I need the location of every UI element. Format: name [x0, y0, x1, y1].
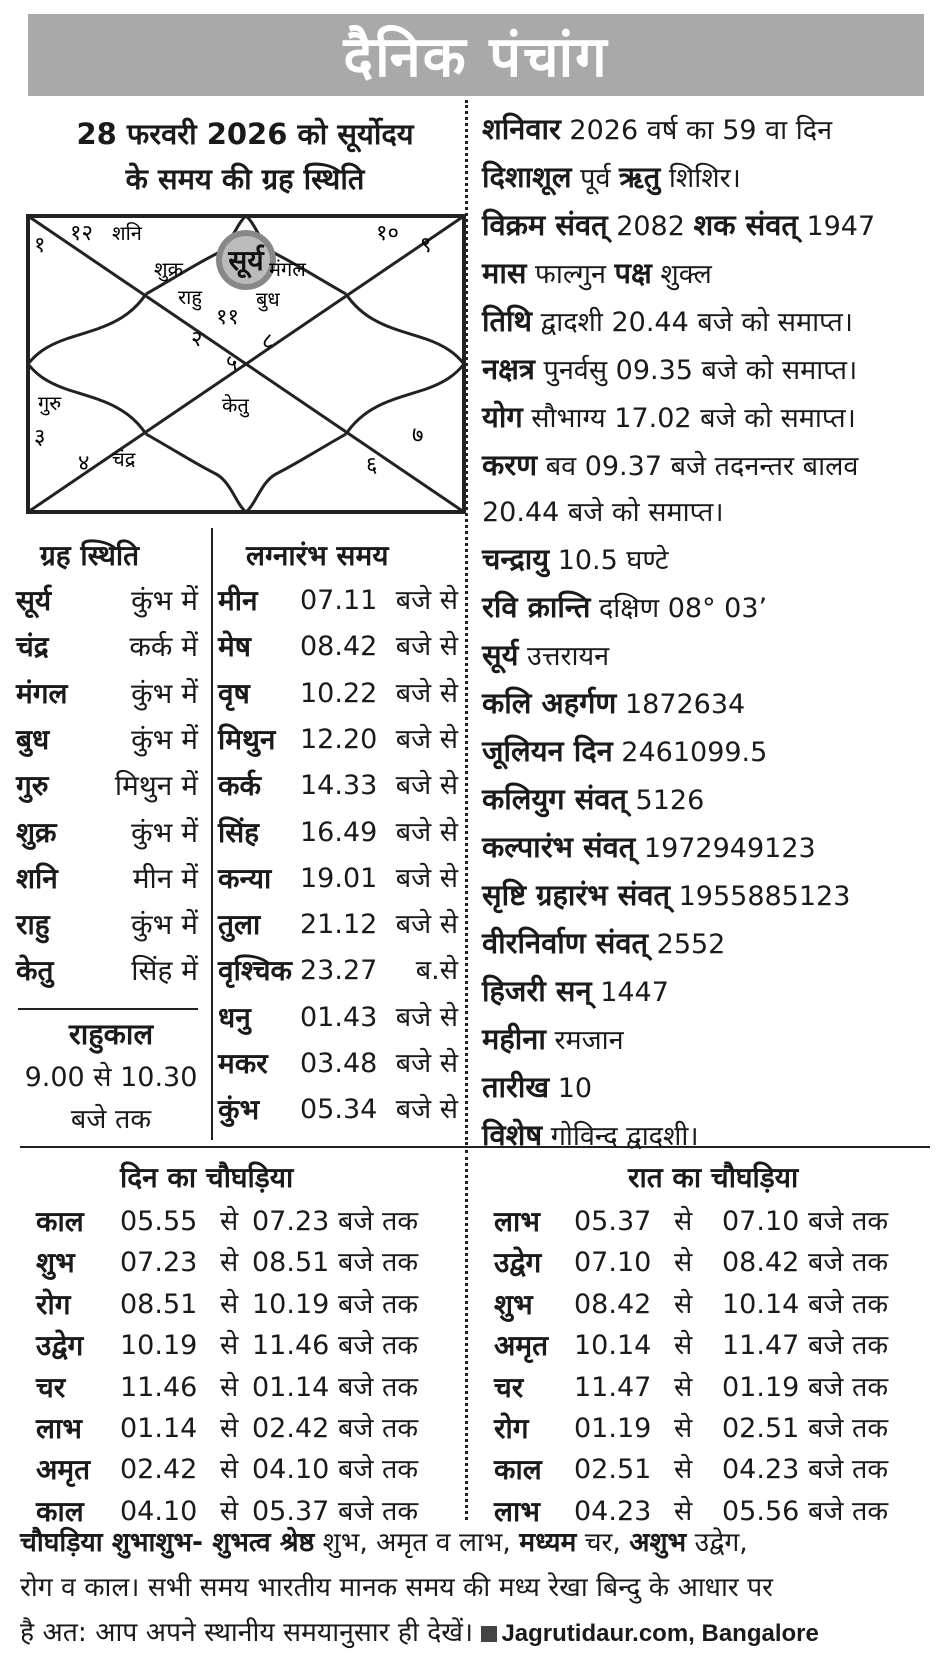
- grah-lagna-divider: [211, 528, 213, 1140]
- choghadiya-se: से: [220, 1330, 239, 1362]
- footer-line-2: रोग व काल। सभी समय भारतीय मानक समय की मध्य रेखा बिन्दु के आधार पर: [20, 1572, 773, 1603]
- grah-name: सूर्य: [16, 584, 52, 617]
- lagna-row: [218, 1087, 468, 1133]
- kundali-house-9: ९: [420, 233, 432, 258]
- kundali-house-6: ६: [366, 453, 378, 478]
- choghadiya-tak: बजे तक: [338, 1288, 419, 1320]
- kundali-planet-shukra: शुक्र: [154, 257, 183, 281]
- kundali-planet-rahu: राहु: [178, 285, 202, 309]
- lagna-suffix: बजे से: [395, 1094, 458, 1126]
- lagna-suffix: ब.से: [415, 955, 458, 987]
- lagna-suffix: बजे से: [395, 909, 458, 941]
- choghadiya-name: काल: [36, 1205, 84, 1238]
- grah-rashi: कर्क में: [129, 630, 198, 664]
- grah-rashi: कुंभ में: [131, 908, 198, 942]
- info-row: [482, 536, 937, 584]
- lagna-time: 19.01: [300, 862, 378, 894]
- lagna-suffix: बजे से: [395, 770, 458, 802]
- choghadiya-name: उद्वेग: [494, 1246, 542, 1280]
- info-value: 1872634: [616, 689, 746, 720]
- choghadiya-row: [36, 1284, 456, 1325]
- info-value: 10: [549, 1073, 593, 1104]
- info-row: [482, 442, 937, 490]
- lagna-row: [218, 717, 468, 763]
- choghadiya-se: से: [674, 1247, 693, 1279]
- choghadiya-tak: बजे तक: [338, 1371, 419, 1403]
- info-value: पुनर्वसु 09.35 बजे को समाप्त।: [534, 355, 858, 386]
- info-key: कल्पारंभ संवत्: [482, 830, 636, 864]
- kundali-house-4: ४: [78, 451, 90, 476]
- kundali-house-1: १: [34, 233, 46, 258]
- info-key: विक्रम संवत्: [482, 208, 608, 242]
- lagna-time: 16.49: [300, 816, 378, 848]
- lagna-row: [218, 995, 468, 1041]
- choghadiya-start: 07.23: [120, 1247, 198, 1279]
- lagna-name: वृश्चिक: [218, 954, 293, 988]
- panchang-info: [482, 106, 937, 1160]
- choghadiya-name: शुभ: [494, 1287, 533, 1321]
- lagna-suffix: बजे से: [395, 677, 458, 709]
- choghadiya-se: से: [674, 1413, 693, 1444]
- info-row: [482, 346, 937, 394]
- grah-name: गुरु: [16, 769, 49, 803]
- grah-row: [16, 578, 198, 624]
- info-row: [482, 632, 937, 680]
- lagna-suffix: बजे से: [395, 1048, 458, 1079]
- lagna-row: [218, 902, 468, 948]
- choghadiya-start: 08.42: [574, 1288, 652, 1320]
- info-value: गोविन्द द्वादशी।: [542, 1121, 699, 1152]
- grah-rashi: कुंभ में: [131, 815, 198, 849]
- lagna-time: 14.33: [300, 770, 378, 802]
- info-value: बव 09.37 बजे तदनन्तर बालव: [537, 451, 859, 482]
- choghadiya-end: 11.46: [252, 1330, 330, 1362]
- choghadiya-tak: बजे तक: [338, 1495, 419, 1527]
- lagna-row: [218, 763, 468, 809]
- lagna-time: 07.11: [300, 585, 378, 616]
- choghadiya-end: 04.23: [722, 1454, 800, 1486]
- info-row: [482, 1112, 937, 1160]
- lagna-row: [218, 856, 468, 902]
- choghadiya-name: काल: [36, 1494, 84, 1528]
- choghadiya-name: काल: [494, 1453, 542, 1487]
- lagna-name: मकर: [218, 1047, 268, 1080]
- choghadiya-start: 10.19: [120, 1330, 198, 1362]
- choghadiya-se: से: [674, 1206, 693, 1237]
- choghadiya-end: 07.10: [722, 1206, 800, 1237]
- grah-rashi: सिंह में: [131, 954, 198, 988]
- choghadiya-row: [36, 1367, 456, 1408]
- grah-name: बुध: [16, 722, 50, 756]
- lagna-name: कन्या: [218, 861, 272, 895]
- lagna-time: 21.12: [300, 909, 378, 941]
- info-key: मास: [482, 256, 527, 290]
- grah-rashi: कुंभ में: [131, 584, 198, 617]
- choghadiya-se: से: [220, 1495, 239, 1527]
- choghadiya-start: 05.55: [120, 1206, 198, 1237]
- info-row: [482, 1064, 937, 1112]
- info-row: [482, 394, 937, 442]
- choghadiya-end: 05.37: [252, 1495, 330, 1527]
- lagna-suffix: बजे से: [395, 816, 458, 848]
- choghadiya-tak: बजे तक: [808, 1371, 889, 1403]
- choghadiya-row: [36, 1449, 456, 1490]
- grah-row: [16, 856, 198, 902]
- grah-name: चंद्र: [16, 630, 49, 664]
- grah-name: राहु: [16, 908, 50, 942]
- choghadiya-row: [36, 1242, 456, 1283]
- choghadiya-tak: बजे तक: [338, 1413, 419, 1444]
- choghadiya-name: उद्वेग: [36, 1329, 84, 1363]
- info-value: 2461099.5: [612, 737, 768, 768]
- lagna-suffix: बजे से: [395, 723, 458, 755]
- info-key: रवि क्रान्ति: [482, 590, 591, 624]
- lagna-time: 01.43: [300, 1001, 378, 1033]
- info-key: ऋतु: [619, 160, 661, 194]
- site-credit: Jagrutidaur.com, Bangalore: [501, 1620, 819, 1647]
- choghadiya-divider: [465, 1150, 468, 1520]
- info-key: कलियुग संवत्: [482, 782, 627, 816]
- info-value: 2026 वर्ष का 59 वा दिन: [560, 115, 833, 146]
- kundali-planet-shani: शनि: [112, 221, 142, 245]
- info-value: सौभाग्य 17.02 बजे को समाप्त।: [522, 403, 856, 434]
- choghadiya-se: से: [220, 1206, 239, 1237]
- footer-note: [20, 1520, 935, 1656]
- info-row: [482, 680, 937, 728]
- lagna-suffix: बजे से: [395, 1001, 458, 1033]
- choghadiya-se: से: [220, 1454, 239, 1486]
- info-value: 1955885123: [670, 881, 851, 912]
- info-value: फाल्गुन: [526, 259, 615, 290]
- kundali-planet-mangal: मंगल: [269, 257, 306, 281]
- info-key: तारीख: [482, 1070, 550, 1104]
- lagna-row: [218, 671, 468, 717]
- info-key: सृष्टि ग्रहारंभ संवत्: [482, 878, 671, 912]
- grah-name: मंगल: [16, 676, 68, 710]
- info-value: 1972949123: [635, 833, 816, 864]
- day-choghadiya-heading: दिन का चौघड़िया: [120, 1161, 294, 1194]
- info-row: [482, 106, 937, 154]
- choghadiya-row: [494, 1325, 914, 1366]
- choghadiya-tak: बजे तक: [808, 1247, 889, 1279]
- choghadiya-name: चर: [494, 1370, 524, 1404]
- info-value: शिशिर।: [660, 163, 741, 194]
- lagna-suffix: बजे से: [395, 862, 458, 894]
- footer-bold-3: अशुभ: [629, 1527, 687, 1558]
- info-row: [482, 824, 937, 872]
- choghadiya-tak: बजे तक: [338, 1247, 419, 1279]
- kundali-house-3: ३: [34, 425, 46, 450]
- grah-rashi: कुंभ में: [131, 676, 198, 710]
- choghadiya-start: 02.42: [120, 1454, 198, 1486]
- choghadiya-start: 04.10: [120, 1495, 198, 1527]
- square-bullet-icon: [481, 1626, 497, 1642]
- section-divider: [20, 1146, 930, 1148]
- choghadiya-se: से: [220, 1413, 239, 1444]
- choghadiya-tak: बजे तक: [808, 1454, 889, 1486]
- info-value: उत्तरायन: [518, 641, 610, 672]
- info-value: द्वादशी 20.44 बजे को समाप्त।: [532, 307, 854, 338]
- choghadiya-start: 05.37: [574, 1206, 652, 1237]
- choghadiya-tak: बजे तक: [808, 1495, 889, 1527]
- lagna-time: 23.27: [300, 955, 378, 987]
- choghadiya-end: 04.10: [252, 1454, 330, 1486]
- lagna-name: कुंभ: [218, 1093, 260, 1127]
- grah-row: [16, 624, 198, 670]
- lagna-time: 05.34: [300, 1094, 378, 1126]
- choghadiya-tak: बजे तक: [338, 1330, 419, 1362]
- footer-text-1: शुभ, अमृत व लाभ,: [314, 1527, 520, 1558]
- rahukaal-divider: [18, 1008, 198, 1010]
- info-value: 1447: [591, 977, 669, 1008]
- info-row: [482, 1016, 937, 1064]
- grah-row: [16, 948, 198, 994]
- choghadiya-start: 02.51: [574, 1454, 652, 1486]
- grah-row: [16, 810, 198, 856]
- choghadiya-end: 01.14: [252, 1371, 330, 1403]
- kundali-house-10: १०: [376, 221, 399, 246]
- grah-rashi: मीन में: [132, 861, 198, 895]
- choghadiya-start: 01.19: [574, 1413, 652, 1444]
- grah-heading: ग्रह स्थिति: [40, 539, 140, 572]
- choghadiya-row: [494, 1449, 914, 1490]
- choghadiya-end: 10.19: [252, 1288, 330, 1320]
- info-row: [482, 776, 937, 824]
- kundali-heading-line1: 28 फरवरी 2026 को सूर्योदय: [76, 117, 414, 151]
- kundali-planet-chandra: चंद्र: [112, 447, 136, 471]
- choghadiya-se: से: [220, 1371, 239, 1403]
- choghadiya-end: 11.47: [722, 1330, 800, 1362]
- info-value: दक्षिण 08° 03’: [590, 593, 768, 624]
- info-key: विशेष: [482, 1118, 543, 1152]
- lagna-name: मेष: [218, 630, 251, 664]
- info-row: [482, 920, 937, 968]
- choghadiya-end: 01.19: [722, 1371, 800, 1403]
- footer-bold-2: मध्यम: [519, 1527, 577, 1558]
- lagna-name: कर्क: [218, 769, 262, 803]
- choghadiya-end: 08.42: [722, 1247, 800, 1279]
- grah-name: केतु: [16, 954, 54, 988]
- info-row: [482, 490, 937, 536]
- grah-name: शुक्र: [16, 815, 57, 849]
- lagna-time: 12.20: [300, 723, 378, 755]
- choghadiya-tak: बजे तक: [808, 1288, 889, 1320]
- choghadiya-start: 04.23: [574, 1495, 652, 1527]
- choghadiya-tak: बजे तक: [338, 1206, 419, 1237]
- choghadiya-tak: बजे तक: [338, 1454, 419, 1486]
- kundali-house-12: १२: [70, 221, 93, 246]
- info-key: महीना: [482, 1022, 546, 1056]
- info-value: पूर्व: [571, 163, 620, 194]
- info-row: [482, 298, 937, 346]
- choghadiya-row: [36, 1201, 456, 1242]
- info-key: शनिवार: [482, 112, 561, 146]
- kundali-house-7: ७: [412, 423, 424, 448]
- info-key: हिजरी सन्: [482, 974, 592, 1008]
- info-row: [482, 728, 937, 776]
- info-row: [482, 584, 937, 632]
- choghadiya-name: लाभ: [494, 1205, 540, 1238]
- grah-rashi: मिथुन में: [114, 769, 198, 803]
- choghadiya-tak: बजे तक: [808, 1330, 889, 1362]
- grah-name: शनि: [16, 861, 58, 895]
- info-key: तिथि: [482, 304, 533, 338]
- kundali-heading-line2: के समय की ग्रह स्थिति: [125, 162, 365, 196]
- choghadiya-start: 11.46: [120, 1371, 198, 1403]
- grah-row: [16, 717, 198, 763]
- footer-text-3: उद्वेग,: [686, 1527, 748, 1558]
- choghadiya-row: [494, 1242, 914, 1283]
- info-key: योग: [482, 400, 523, 434]
- lagna-name: मीन: [218, 584, 258, 617]
- lagna-heading: लग्नारंभ समय: [246, 539, 389, 572]
- choghadiya-end: 02.42: [252, 1413, 330, 1444]
- kundali-house-2: २: [191, 327, 203, 352]
- choghadiya-start: 10.14: [574, 1330, 652, 1362]
- choghadiya-end: 05.56: [722, 1495, 800, 1527]
- info-value: 2082: [607, 211, 694, 242]
- info-row: [482, 968, 937, 1016]
- lagna-name: धनु: [218, 1000, 251, 1034]
- choghadiya-tak: बजे तक: [808, 1206, 889, 1237]
- info-key: दिशाशूल: [482, 160, 572, 194]
- info-row: [482, 202, 937, 250]
- choghadiya-start: 01.14: [120, 1413, 198, 1444]
- lagna-name: तुला: [218, 908, 261, 942]
- kundali-center-sun: सूर्य: [228, 244, 264, 277]
- choghadiya-name: अमृत: [494, 1329, 549, 1363]
- lagna-time: 08.42: [300, 631, 378, 663]
- info-key: कलि अहर्गण: [482, 686, 617, 720]
- choghadiya-se: से: [674, 1330, 693, 1362]
- info-key: वीरनिर्वाण संवत्: [482, 926, 649, 960]
- night-choghadiya-heading: रात का चौघड़िया: [628, 1161, 799, 1194]
- info-value: 10.5 घण्टे: [549, 545, 669, 576]
- kundali-planet-budh: बुध: [256, 287, 280, 311]
- choghadiya-row: [36, 1408, 456, 1449]
- kundali-chart: [26, 214, 466, 514]
- lagna-row: [218, 578, 468, 624]
- kundali-house-8: ८: [262, 329, 274, 354]
- grah-row: [16, 902, 198, 948]
- info-row: [482, 872, 937, 920]
- choghadiya-row: [494, 1201, 914, 1242]
- grah-row: [16, 763, 198, 809]
- choghadiya-tak: बजे तक: [808, 1413, 889, 1444]
- lagna-row: [218, 624, 468, 670]
- choghadiya-row: [494, 1408, 914, 1449]
- choghadiya-se: से: [220, 1288, 239, 1320]
- footer-text-2: चर,: [576, 1527, 630, 1558]
- info-value: रमजान: [545, 1025, 624, 1056]
- choghadiya-end: 10.14: [722, 1288, 800, 1320]
- lagna-suffix: बजे से: [395, 585, 458, 616]
- choghadiya-name: शुभ: [36, 1246, 75, 1280]
- info-value: 5126: [626, 785, 705, 816]
- kundali-house-5: ५: [226, 351, 238, 376]
- info-key: करण: [482, 448, 538, 482]
- title-bar: [28, 14, 924, 96]
- info-row: [482, 154, 937, 202]
- grah-rashi: कुंभ में: [131, 722, 198, 756]
- rahukaal-time: 9.00 से 10.30: [24, 1062, 198, 1093]
- info-key: सूर्य: [482, 638, 519, 672]
- kundali-house-11: ११: [216, 305, 239, 330]
- choghadiya-row: [494, 1367, 914, 1408]
- info-row: [482, 250, 937, 298]
- info-key: नक्षत्र: [482, 352, 535, 386]
- choghadiya-end: 07.23: [252, 1206, 330, 1237]
- lagna-name: वृष: [218, 676, 250, 710]
- choghadiya-name: अमृत: [36, 1453, 91, 1487]
- choghadiya-end: 02.51: [722, 1413, 800, 1444]
- lagna-row: [218, 810, 468, 856]
- lagna-name: सिंह: [218, 815, 260, 849]
- lagna-row: [218, 1041, 468, 1087]
- footer-bold-1: चौघड़िया शुभाशुभ- शुभत्व श्रेष्ठ: [20, 1527, 315, 1558]
- lagna-row: [218, 948, 468, 994]
- choghadiya-row: [494, 1284, 914, 1325]
- choghadiya-end: 08.51: [252, 1247, 330, 1279]
- info-value: 1947: [797, 211, 876, 242]
- choghadiya-se: से: [674, 1495, 693, 1527]
- kundali-planet-guru: गुरु: [38, 391, 62, 415]
- rahukaal-suffix: बजे तक: [70, 1104, 152, 1135]
- lagna-time: 10.22: [300, 677, 378, 709]
- rahukaal-title: राहुकाल: [68, 1017, 154, 1051]
- info-key: शक संवत्: [693, 208, 798, 242]
- choghadiya-se: से: [220, 1247, 239, 1279]
- info-key: पक्ष: [614, 256, 652, 290]
- info-value: 2552: [648, 929, 726, 960]
- choghadiya-name: रोग: [494, 1412, 529, 1445]
- info-key: चन्द्रायु: [482, 542, 550, 576]
- choghadiya-se: से: [674, 1454, 693, 1486]
- choghadiya-se: से: [674, 1288, 693, 1320]
- choghadiya-name: लाभ: [494, 1494, 540, 1528]
- page-title: दैनिक पंचांग: [343, 25, 609, 90]
- lagna-suffix: बजे से: [395, 631, 458, 663]
- choghadiya-row: [36, 1325, 456, 1366]
- choghadiya-name: चर: [36, 1370, 66, 1404]
- info-key: जूलियन दिन: [482, 734, 613, 768]
- kundali-planet-ketu: केतु: [222, 393, 249, 417]
- choghadiya-name: रोग: [36, 1287, 71, 1321]
- lagna-name: मिथुन: [218, 722, 276, 756]
- choghadiya-start: 07.10: [574, 1247, 652, 1279]
- choghadiya-start: 11.47: [574, 1371, 652, 1403]
- info-value: 20.44 बजे को समाप्त।: [482, 497, 724, 528]
- grah-row: [16, 671, 198, 717]
- choghadiya-start: 08.51: [120, 1288, 198, 1320]
- choghadiya-se: से: [674, 1371, 693, 1403]
- lagna-time: 03.48: [300, 1048, 378, 1079]
- footer-line-3: है अत: आप अपने स्थानीय समयानुसार ही देखें।: [20, 1617, 482, 1648]
- info-value: शुक्ल: [651, 259, 712, 290]
- choghadiya-name: लाभ: [36, 1412, 82, 1445]
